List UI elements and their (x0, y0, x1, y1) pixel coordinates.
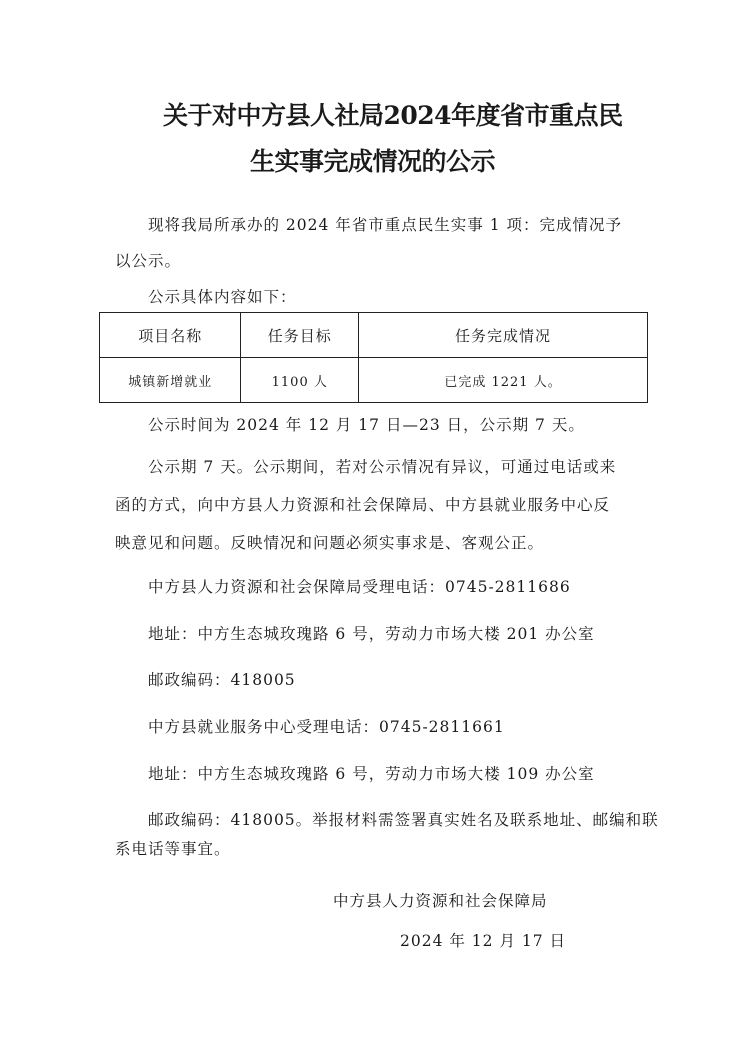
intro-line2: 以公示。 (115, 252, 182, 270)
phone-employment-center: 中方县就业服务中心受理电话：0745-2811661 (148, 718, 505, 736)
signature-org: 中方县人力资源和社会保障局 (333, 892, 548, 910)
document-title-line1: 关于对中方县人社局2024年度省市重点民 (163, 101, 623, 130)
document-title-line2: 生实事完成情况的公示 (250, 147, 496, 176)
content-heading: 公示具体内容如下： (148, 288, 297, 306)
signature-date: 2024 年 12 月 17 日 (400, 932, 567, 950)
objection-line2: 函的方式，向中方县人力资源和社会保障局、中方县就业服务中心反 (115, 496, 611, 514)
table-header-target: 任务目标 (241, 313, 359, 358)
period-text: 公示时间为 2024 年 12 月 17 日—23 日，公示期 7 天。 (148, 416, 585, 434)
address-hrss: 地址：中方生态城玫瑰路 6 号，劳动力市场大楼 201 办公室 (148, 625, 595, 643)
objection-line1: 公示期 7 天。公示期间，若对公示情况有异议，可通过电话或来 (148, 458, 617, 476)
table-cell-target: 1100 人 (241, 358, 359, 403)
postcode-employment-center-line1: 邮政编码：418005。举报材料需签署真实姓名及联系地址、邮编和联 (148, 811, 659, 829)
table-header-project: 项目名称 (100, 313, 241, 358)
postcode-employment-center-line2: 系电话等事宜。 (115, 840, 231, 858)
table-cell-completion: 已完成 1221 人。 (359, 358, 648, 403)
table-row (100, 358, 648, 403)
table-header-row (100, 313, 648, 358)
phone-hrss: 中方县人力资源和社会保障局受理电话：0745-2811686 (148, 578, 571, 596)
address-employment-center: 地址：中方生态城玫瑰路 6 号，劳动力市场大楼 109 办公室 (148, 765, 595, 783)
intro-line1: 现将我局所承办的 2024 年省市重点民生实事 1 项：完成情况予 (148, 216, 623, 234)
table-header-completion: 任务完成情况 (359, 313, 648, 358)
postcode-hrss: 邮政编码：418005 (148, 671, 296, 689)
results-table (99, 312, 648, 403)
table-cell-project: 城镇新增就业 (100, 358, 241, 403)
objection-line3: 映意见和问题。反映情况和问题必须实事求是、客观公正。 (115, 534, 545, 552)
